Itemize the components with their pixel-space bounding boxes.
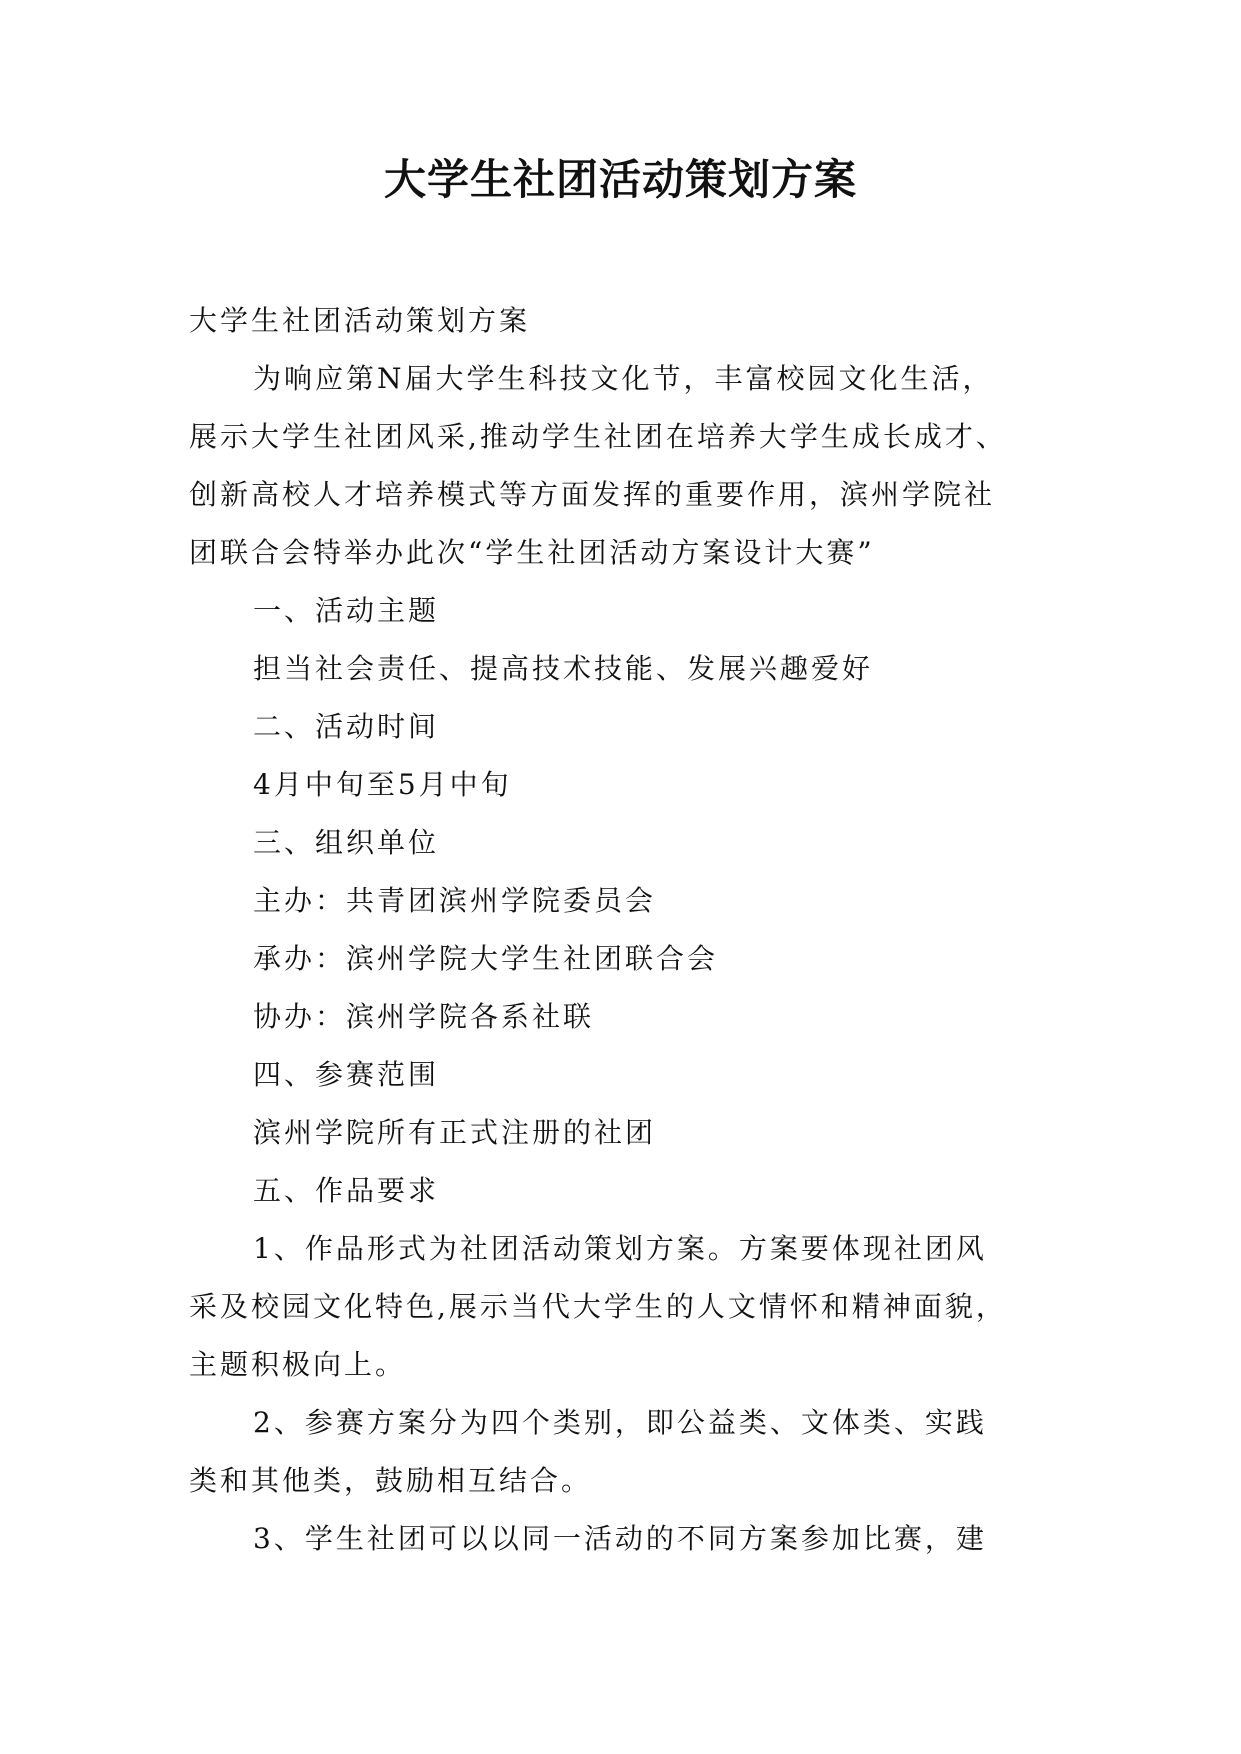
body-line: 类和其他类，鼓励相互结合。	[189, 1464, 593, 1497]
document-title: 大学生社团活动策划方案	[383, 155, 857, 204]
body-line: 协办：滨州学院各系社联	[253, 1000, 595, 1033]
body-line: 滨州学院所有正式注册的社团	[253, 1116, 657, 1149]
body-line: 主办：共青团滨州学院委员会	[253, 884, 657, 917]
body-line: 创新高校人才培养模式等方面发挥的重要作用，滨州学院社	[189, 478, 996, 511]
body-line: 承办：滨州学院大学生社团联合会	[253, 942, 719, 975]
section-heading: 五、作品要求	[253, 1174, 440, 1207]
body-line: 展示大学生社团风采,推动学生社团在培养大学生成长成才、	[189, 420, 1007, 453]
body-line: 担当社会责任、提高技术技能、发展兴趣爱好	[253, 652, 874, 685]
body-line: 采及校园文化特色,展示当代大学生的人文情怀和精神面貌，	[189, 1290, 1007, 1323]
section-heading: 四、参赛范围	[253, 1058, 440, 1091]
body-line: 3、学生社团可以以同一活动的不同方案参加比赛，建	[253, 1522, 987, 1555]
body-line: 主题积极向上。	[189, 1348, 407, 1381]
body-line: 为响应第N届大学生科技文化节，丰富校园文化生活，	[253, 362, 994, 395]
body-line: 大学生社团活动策划方案	[189, 304, 531, 337]
body-line: 1、作品形式为社团活动策划方案。方案要体现社团风	[253, 1232, 987, 1265]
section-heading: 二、活动时间	[253, 710, 440, 743]
section-heading: 三、组织单位	[253, 826, 440, 859]
body-line: 4月中旬至5月中旬	[253, 768, 512, 801]
body-line: 2、参赛方案分为四个类别，即公益类、文体类、实践	[253, 1406, 987, 1439]
section-heading: 一、活动主题	[253, 594, 440, 627]
body-line: 团联合会特举办此次“学生社团活动方案设计大赛”	[189, 536, 875, 569]
document-body	[189, 292, 1051, 1568]
